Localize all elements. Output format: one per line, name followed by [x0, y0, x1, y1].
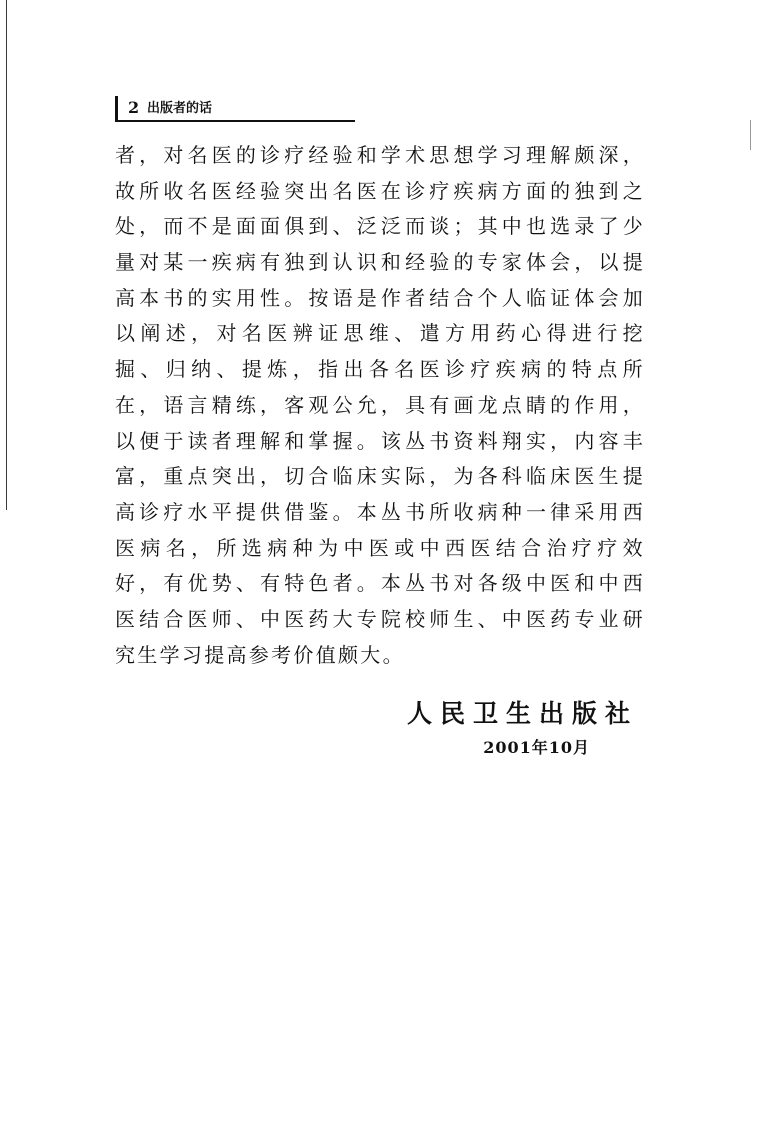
- text-line: 富，重点突出，切合临床实际，为各科临床医生提: [115, 464, 645, 489]
- text-line: 高本书的实用性。按语是作者结合个人临证体会加: [115, 285, 645, 310]
- page-number: 2: [128, 98, 140, 117]
- section-title: 出版者的话: [147, 101, 213, 116]
- scan-edge-left: [6, 0, 7, 510]
- text-line: 医结合医师、中医药大专院校师生、中医药专业研: [115, 606, 645, 631]
- text-line: 掘、归纳、提炼，指出各名医诊疗疾病的特点所: [115, 357, 645, 382]
- text-line: 高诊疗水平提供借鉴。本丛书所收病种一律采用西: [115, 499, 645, 524]
- text-line: 究生学习提高参考价值颇大。: [115, 642, 405, 667]
- text-line: 医病名，所选病种为中医或中西医结合治疗疗效: [115, 535, 645, 560]
- text-line: 以阐述，对名医辨证思维、遣方用药心得进行挖: [115, 321, 645, 346]
- header-bar: [115, 96, 118, 122]
- publisher-name: 人民卫生出版社: [406, 699, 638, 728]
- text-line: 量对某一疾病有独到认识和经验的专家体会，以提: [115, 250, 645, 275]
- text-line: 故所收名医经验突出名医在诊疗疾病方面的独到之: [115, 178, 645, 203]
- text-line: 以便于读者理解和掌握。该丛书资料翔实，内容丰: [115, 428, 645, 453]
- text-line: 在，语言精练，客观公允，具有画龙点睛的作用，: [115, 392, 645, 417]
- text-line: 处，而不是面面俱到、泛泛而谈；其中也选录了少: [115, 214, 645, 239]
- publication-date: 2001年10月: [483, 738, 590, 757]
- text-line: 者，对名医的诊疗经验和学术思想学习理解颇深，: [115, 143, 645, 167]
- scan-edge-right: [750, 120, 751, 150]
- header-rule: [115, 120, 355, 122]
- running-header: [115, 96, 635, 122]
- text-line: 好，有优势、有特色者。本丛书对各级中医和中西: [115, 571, 645, 596]
- body-text: [115, 138, 645, 673]
